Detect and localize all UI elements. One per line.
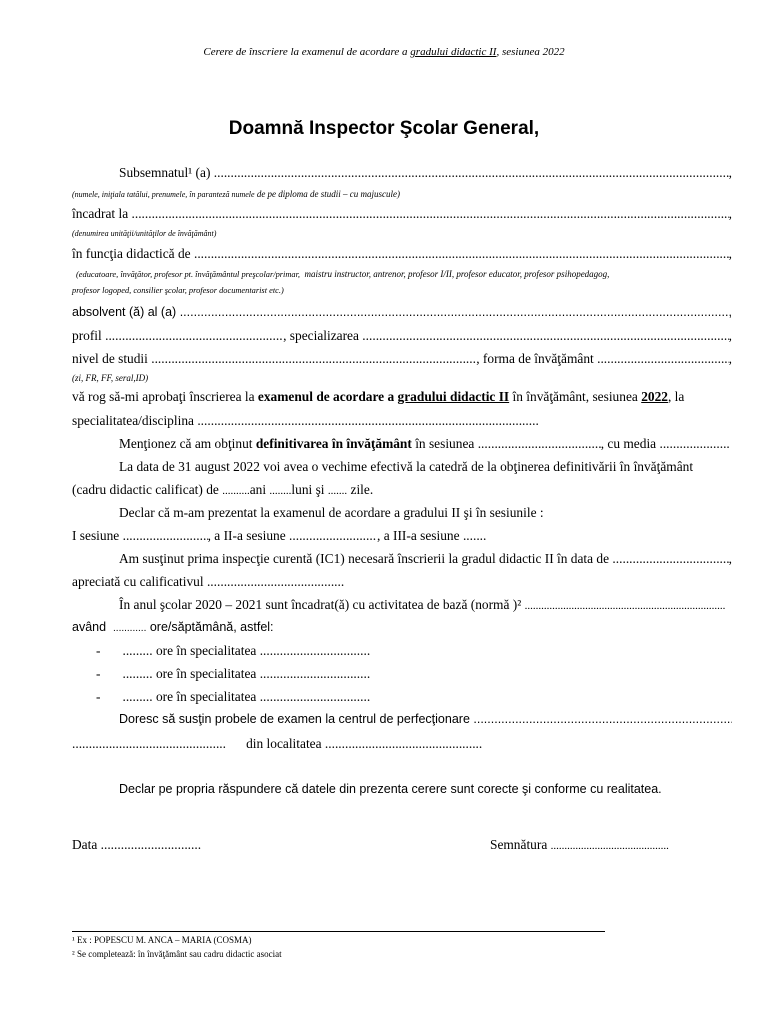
specialitatea-label: specialitatea/disciplina <box>72 413 194 428</box>
sesiunea-1-line[interactable] <box>123 528 208 544</box>
ore-item-1[interactable]: - ......... ore în specialitatea ................................. <box>96 643 371 658</box>
semnatura-field[interactable]: Semnătura ........................................... <box>490 837 669 852</box>
subsemnatul-note: (numele, iniţiala tatălui, prenumele, în paranteză numele de pe diploma de studii – cu majuscule) <box>72 189 401 199</box>
sesiuni-line-1: Declar că m-am prezentat la examenul de acordare a gradului II şi în sesiunile : <box>119 505 544 520</box>
field-absolvent[interactable]: absolvent (ă) al (a) ..... , <box>72 305 732 319</box>
ore-item-2[interactable]: - ......... ore în specialitatea ................................. <box>96 666 371 681</box>
field-norma[interactable]: În anul şcolar 2020 – 2021 sunt încadrat(ă) cu activitatea de bază (normă )² ..... <box>119 597 725 613</box>
request-line-1: vă rog să-mi aprobaţi înscrierea la examenul de acordare a gradului didactic II în învăţământ, sesiunea 2022, la <box>72 389 685 404</box>
norma-line-2[interactable]: având ............ ore/săptămână, astfel: <box>72 620 274 634</box>
declaratie-text: Declar pe propria răspundere că datele din prezenta cerere sunt corecte şi conforme cu realitatea. <box>119 782 662 796</box>
specialitatea-line[interactable] <box>197 413 538 429</box>
inspectie-date-line[interactable] <box>612 551 728 567</box>
footnote-divider <box>72 931 605 932</box>
semnatura-label: Semnătura <box>490 837 548 852</box>
nivel-label: nivel de studii <box>72 351 148 366</box>
nivel-line[interactable] <box>151 351 476 367</box>
forma-label: , forma de învăţământ <box>476 351 594 366</box>
functia-note-2: profesor logoped, consilier şcolar, profesor documentarist etc.) <box>72 286 284 295</box>
data-label: Data <box>72 837 98 852</box>
field-calificativ[interactable]: apreciată cu calificativul ..... <box>72 574 345 590</box>
page-title: Doamnă Inspector Şcolar General, <box>228 118 540 139</box>
request-grade: gradului didactic II <box>397 389 510 404</box>
functia-note-1: (educatoare, învăţător, profesor pt. învăţământul preşcolar/primar, maistru instructor, antrenor, profesor I/II, profesor educator, profesor psihopedagog, <box>76 269 610 279</box>
absolvent-label: absolvent (ă) al (a) <box>72 305 177 319</box>
request-year: 2022 <box>641 389 668 404</box>
functia-line[interactable] <box>194 246 729 262</box>
norma-line[interactable] <box>525 600 725 612</box>
field-specialitatea[interactable] <box>72 413 538 429</box>
field-definitivare[interactable]: Menţionez că am obţinut definitivarea în învăţământ în sesiunea ..... , cu media ..... <box>119 436 730 452</box>
forma-line[interactable] <box>597 351 729 367</box>
profil-line[interactable] <box>105 328 283 344</box>
sesiunea-2-line[interactable] <box>289 528 377 544</box>
forma-note: (zi, FR, FF, seral,ID) <box>72 373 149 383</box>
data-field[interactable]: Data .............................. <box>72 837 202 852</box>
definitivare-session-line[interactable] <box>478 436 601 452</box>
absolvent-line[interactable] <box>180 305 729 319</box>
header-session: , sesiunea 2022 <box>496 46 565 58</box>
incadrat-note: (denumirea unităţii/unităţilor de învăţământ) <box>72 229 217 238</box>
field-functia[interactable]: în funcţia didactică de ..... , <box>72 246 732 262</box>
subsemnatul-line[interactable] <box>214 165 729 181</box>
header-line <box>0 46 768 58</box>
footnote-2: ² Se completează: în învăţământ sau cadru didactic asociat <box>72 949 282 959</box>
vechime-line-1: La data de 31 august 2022 voi avea o vechime efectivă la catedră de la obţinerea definitivării în învăţământ <box>119 459 694 474</box>
ore-item-3[interactable]: - ......... ore în specialitatea ................................. <box>96 689 371 704</box>
subsemnatul-label: Subsemnatul¹ (a) <box>119 165 211 180</box>
localitatea-line[interactable]: .............................................. din localitatea ............................................... <box>72 736 483 751</box>
definitivare-label: definitivarea în învăţământ <box>255 436 412 451</box>
field-nivel[interactable]: nivel de studii ..... , forma de învăţământ ..... , <box>72 351 732 367</box>
field-subsemnatul[interactable]: Subsemnatul¹ (a) ..... , <box>119 165 732 181</box>
header-grade: gradului didactic II <box>410 46 497 58</box>
header-text: Cerere de înscriere la examenul de acordare a <box>203 46 408 58</box>
field-inspectie[interactable]: Am susţinut prima inspecţie curentă (IC1) necesară înscrierii la gradul didactic II în data de ..... , <box>119 551 732 567</box>
incadrat-line[interactable] <box>132 206 729 222</box>
vechime-line-2[interactable]: (cadru didactic calificat) de ..........ani ........luni şi ....... zile. <box>72 482 374 497</box>
specializarea-line[interactable] <box>362 328 728 344</box>
footnote-1: ¹ Ex : POPESCU M. ANCA – MARIA (COSMA) <box>72 935 252 945</box>
centru-line[interactable] <box>473 712 732 726</box>
field-centru[interactable]: Doresc să susţin probele de examen la centrul de perfecţionare ..... <box>119 712 732 726</box>
definitivare-media-line[interactable] <box>659 436 730 452</box>
field-sesiuni[interactable]: I sesiune ..... , a II-a sesiune ..... , a III-a sesiune ..... <box>72 528 486 544</box>
incadrat-label: încadrat la <box>72 206 129 221</box>
profil-label: profil <box>72 328 102 343</box>
field-incadrat[interactable]: încadrat la ..... , <box>72 206 732 222</box>
specializarea-label: , specializarea <box>283 328 359 343</box>
functia-label: în funcţia didactică de <box>72 246 191 261</box>
calificativ-line[interactable] <box>207 574 345 590</box>
sesiunea-3-line[interactable] <box>463 528 486 544</box>
field-profil[interactable]: profil ..... , specializarea ..... , <box>72 328 732 344</box>
